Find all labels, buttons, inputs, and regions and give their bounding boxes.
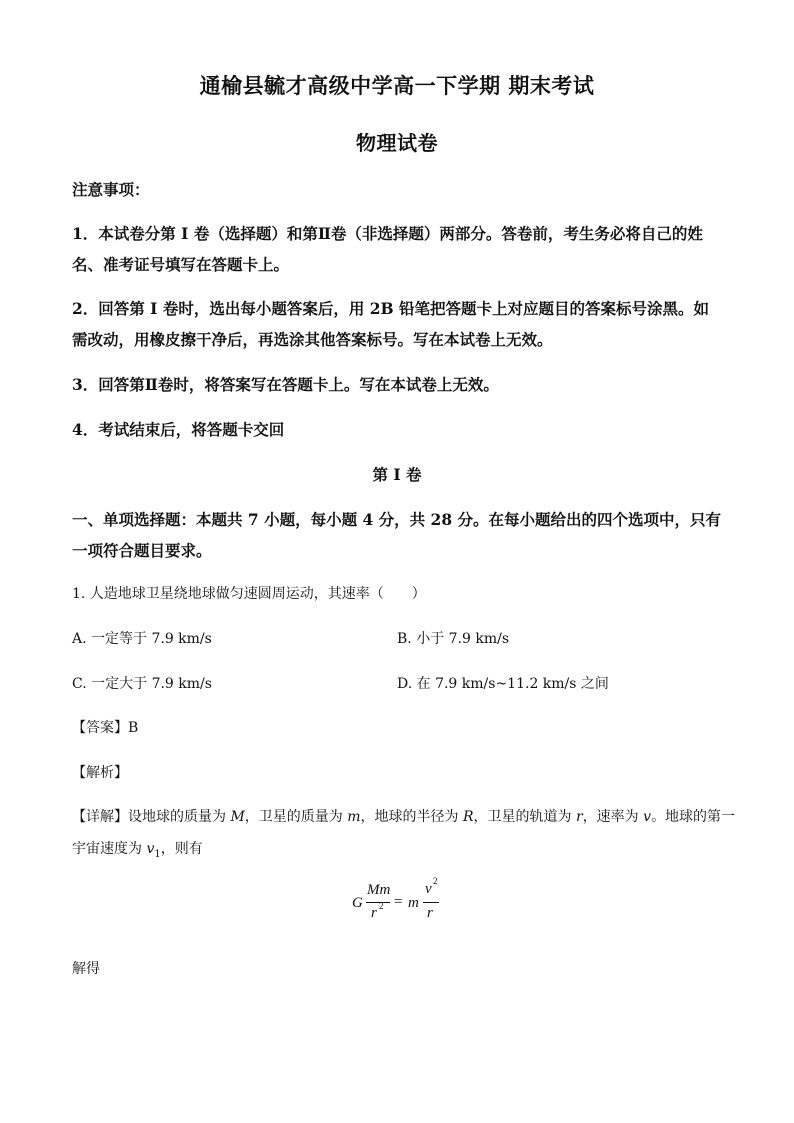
symbol-R: R — [462, 809, 474, 825]
question-1-stem: 1. 人造地球卫星绕地球做匀速圆周运动，其速率（ ） — [72, 586, 426, 602]
option-d: D. 在 7.9 km/s~11.2 km/s 之间 — [397, 676, 609, 692]
symbol-v1-subscript: 1 — [154, 848, 161, 860]
detail-label: 【详解】 — [72, 809, 128, 825]
option-b: B. 小于 7.9 km/s — [397, 631, 510, 647]
formula-G: G — [352, 895, 363, 911]
answer-line — [72, 717, 138, 737]
detail-line-1 — [72, 806, 735, 826]
symbol-v1: v — [146, 841, 155, 857]
volume-title: 第 I 卷 — [372, 465, 422, 484]
detail-text: 设地球的质量为 — [128, 809, 231, 825]
answer-value: B — [128, 720, 139, 736]
option-c: C. 一定大于 7.9 km/s — [72, 676, 212, 692]
formula-numerator-right: v — [425, 881, 432, 897]
detail-line-2 — [72, 838, 203, 860]
formula-denominator-left: r — [371, 905, 377, 921]
detail-text: 。地球的第一 — [651, 809, 736, 825]
detail-text: ，速率为 — [582, 809, 644, 825]
formula-m: m — [408, 895, 419, 911]
notes-heading: 注意事项： — [72, 180, 150, 199]
formula-denominator-right: r — [427, 905, 433, 921]
notes-item-1-line-2: 名、准考证号填写在答题卡上。 — [72, 255, 290, 274]
detail-text: ，地球的半径为 — [360, 809, 463, 825]
exam-title: 通榆县毓才高级中学高一下学期 期末考试 — [199, 73, 595, 98]
formula-fraction-bar-right — [423, 902, 439, 903]
symbol-r: r — [575, 809, 583, 825]
analysis-label: 【解析】 — [72, 765, 128, 781]
symbol-M: M — [230, 809, 245, 825]
part-1-heading-line-2: 一项符合题目要求。 — [72, 541, 212, 560]
formula-numerator-right-exponent: 2 — [433, 876, 438, 886]
symbol-m: m — [347, 809, 361, 825]
gravitation-formula — [352, 878, 444, 930]
formula-equals: = — [394, 894, 403, 910]
formula-fraction-bar-left — [366, 902, 390, 903]
notes-item-1-line-1: 1．本试卷分第 I 卷（选择题）和第Ⅱ卷（非选择题）两部分。答卷前，考生务必将自己的姓 — [72, 224, 703, 243]
notes-item-4: 4．考试结束后，将答题卡交回 — [72, 420, 285, 439]
notes-item-3: 3．回答第Ⅱ卷时，将答案写在答题卡上。写在本试卷上无效。 — [72, 375, 499, 394]
detail-text: 宇宙速度为 — [72, 841, 147, 857]
option-a: A. 一定等于 7.9 km/s — [72, 631, 212, 647]
part-1-heading-line-1: 一、单项选择题：本题共 7 小题，每小题 4 分，共 28 分。在每小题给出的四个选项中，只有 — [72, 510, 722, 529]
detail-text: ，则有 — [160, 841, 203, 857]
detail-text: ，卫星的质量为 — [244, 809, 348, 825]
subject-title: 物理试卷 — [356, 131, 438, 155]
formula-numerator-left: Mm — [367, 882, 391, 898]
notes-item-2-line-2: 需改动，用橡皮擦干净后，再选涂其他答案标号。写在本试卷上无效。 — [72, 330, 553, 349]
notes-item-2-line-1: 2．回答第 I 卷时，选出每小题答案后，用 2B 铅笔把答题卡上对应题目的答案标号涂黑。如 — [72, 299, 710, 318]
answer-label: 【答案】 — [72, 720, 128, 736]
symbol-v: v — [643, 809, 652, 825]
detail-text: ，卫星的轨道为 — [473, 809, 576, 825]
formula-denominator-left-exponent: 2 — [379, 901, 384, 911]
solve-label: 解得 — [72, 961, 100, 977]
